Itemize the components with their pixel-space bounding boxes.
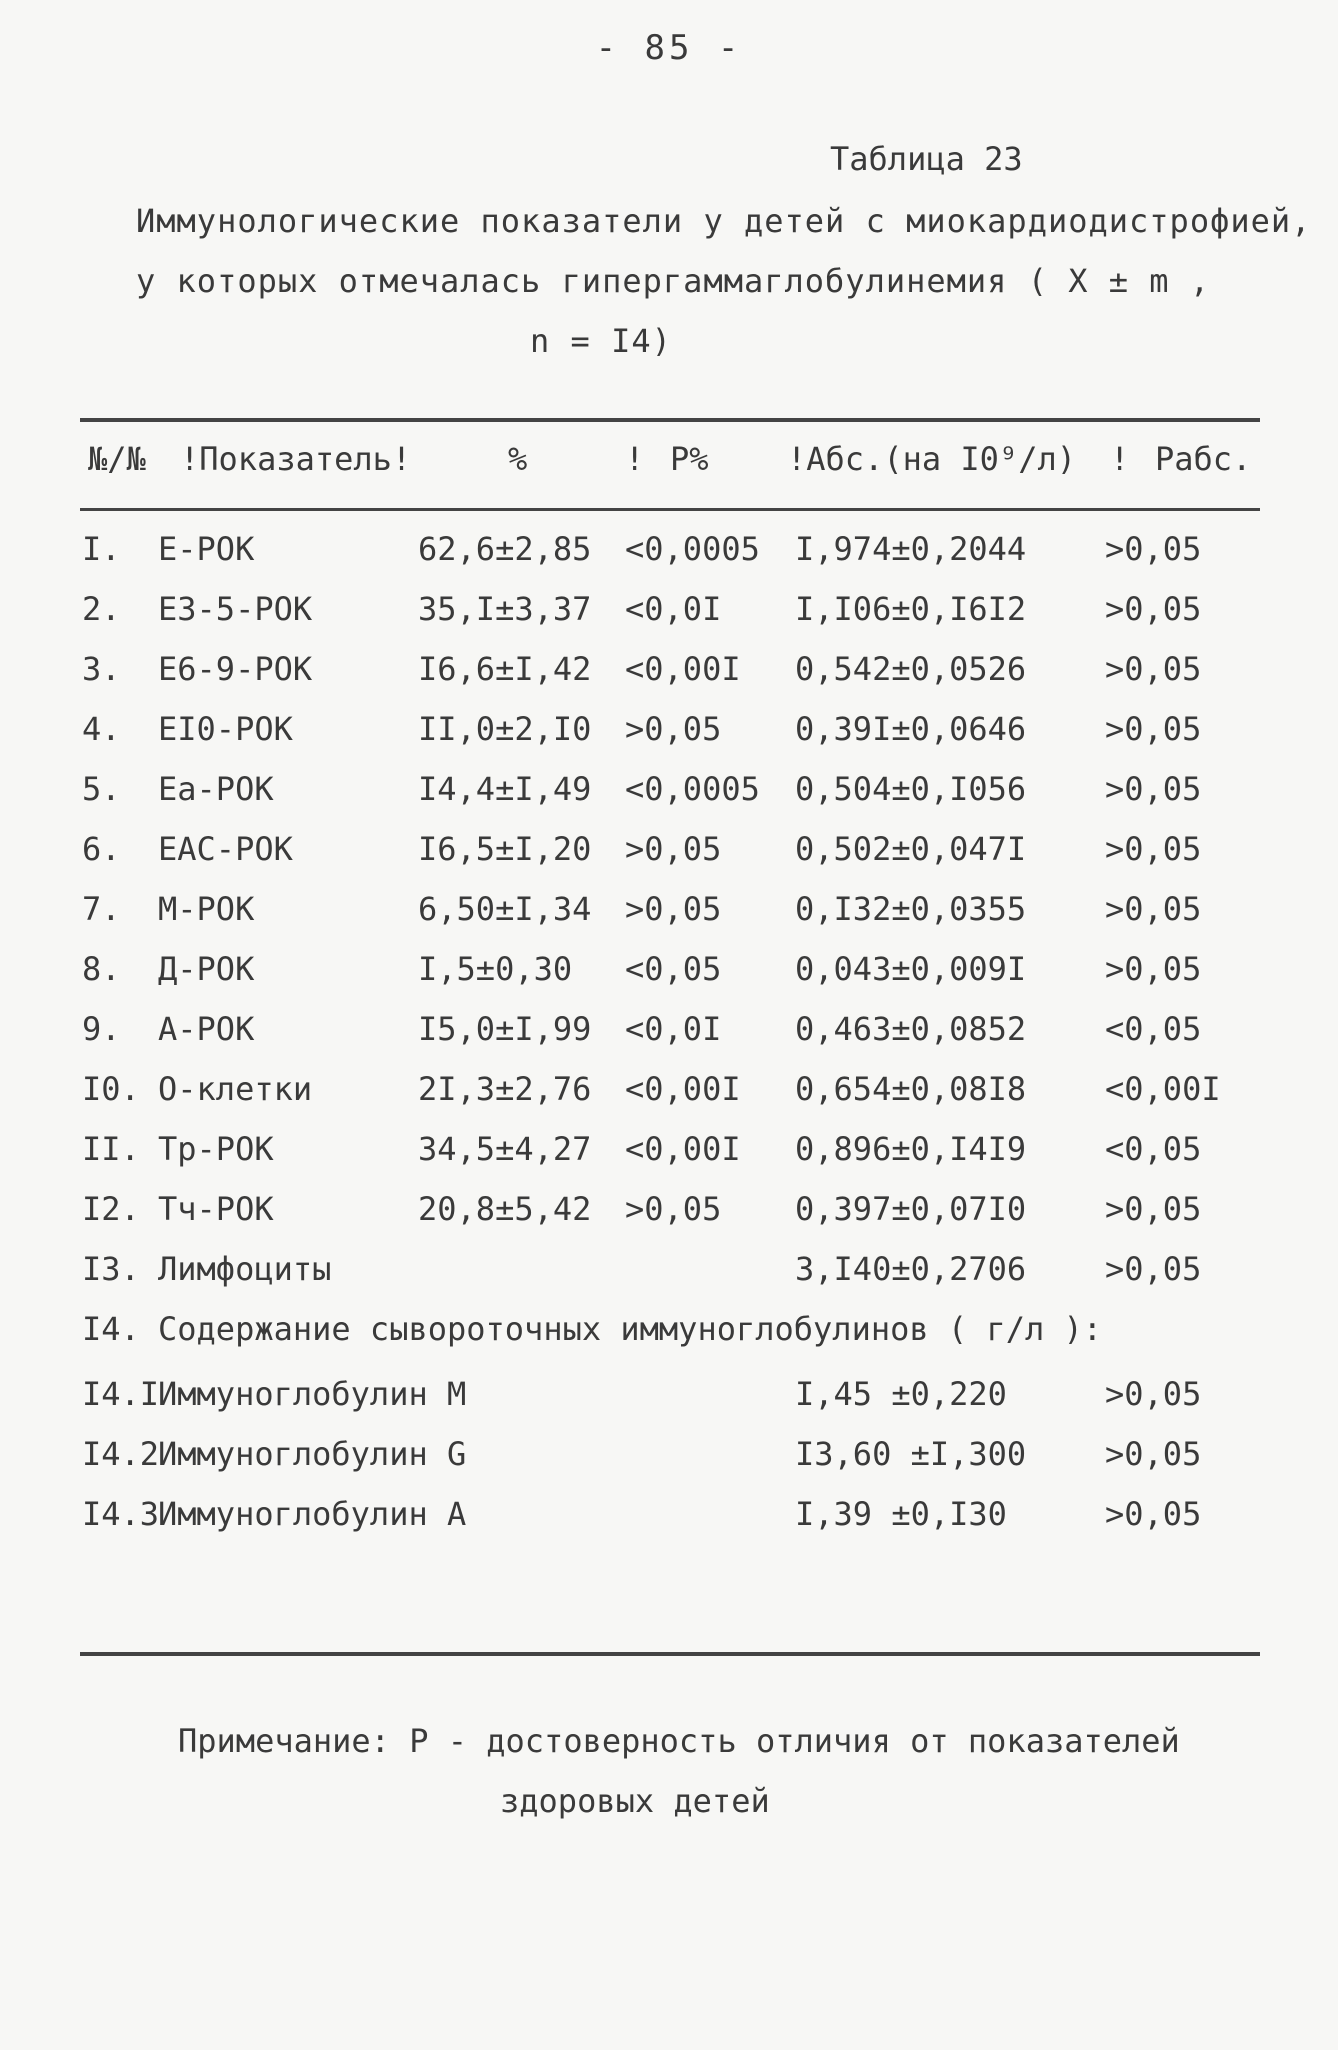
p-percent-value: <0,05 xyxy=(625,950,722,988)
indicator-name: ЕАС-РОК xyxy=(158,830,293,868)
header-number: №/№ xyxy=(88,440,146,478)
percent-value: 35,I±3,37 xyxy=(418,590,592,628)
table-row xyxy=(0,1070,1338,1120)
percent-value: I4,4±I,49 xyxy=(418,770,592,808)
table-label: Таблица 23 xyxy=(830,140,1023,178)
indicator-name: Иммуноглобулин G xyxy=(158,1435,467,1473)
table-row xyxy=(0,890,1338,940)
percent-value: 62,6±2,85 xyxy=(418,530,592,568)
header-p-percent: P% xyxy=(670,440,709,478)
row-number: I4.3 xyxy=(82,1495,160,1533)
header-indicator: !Показатель! xyxy=(180,440,412,478)
p-absolute-value: <0,05 xyxy=(1105,1130,1202,1168)
table-row xyxy=(0,830,1338,880)
table-row xyxy=(0,1010,1338,1060)
table-bottom-rule xyxy=(80,1652,1260,1656)
p-percent-value: <0,0005 xyxy=(625,530,760,568)
p-percent-value: <0,00I xyxy=(625,1070,741,1108)
header-absolute: !Абс.(на I0⁹/л) xyxy=(787,440,1076,478)
indicator-name: Д-РОК xyxy=(158,950,255,988)
indicator-name: Содержание сывороточных иммуноглобулинов ( г/л ): xyxy=(158,1310,1103,1348)
indicator-name: А-РОК xyxy=(158,1010,255,1048)
p-absolute-value: >0,05 xyxy=(1105,1190,1202,1228)
percent-value: I6,6±I,42 xyxy=(418,650,592,688)
percent-value: I,5±0,30 xyxy=(418,950,573,988)
absolute-value: 0,I32±0,0355 xyxy=(795,890,1027,928)
row-number: 4. xyxy=(82,710,121,748)
p-absolute-value: >0,05 xyxy=(1105,1375,1202,1413)
p-absolute-value: >0,05 xyxy=(1105,1495,1202,1533)
table-row xyxy=(0,1375,1338,1425)
absolute-value: I,I06±0,I6I2 xyxy=(795,590,1027,628)
p-percent-value: <0,0005 xyxy=(625,770,760,808)
p-percent-value: >0,05 xyxy=(625,890,722,928)
row-number: II. xyxy=(82,1130,140,1168)
p-percent-value: <0,0I xyxy=(625,1010,722,1048)
header-p-absolute: Pабс. xyxy=(1155,440,1252,478)
row-number: I4.I xyxy=(82,1375,160,1413)
percent-value: 34,5±4,27 xyxy=(418,1130,592,1168)
indicator-name: ЕI0-РОК xyxy=(158,710,293,748)
table-title-line-3: n = I4) xyxy=(530,322,672,360)
footnote-line-2: здоровых детей xyxy=(500,1782,770,1820)
p-percent-value: <0,00I xyxy=(625,1130,741,1168)
absolute-value: I3,60 ±I,300 xyxy=(795,1435,1027,1473)
p-absolute-value: >0,05 xyxy=(1105,890,1202,928)
table-row xyxy=(0,710,1338,760)
header-separator: ! xyxy=(625,440,645,478)
indicator-name: Иммуноглобулин А xyxy=(158,1495,467,1533)
absolute-value: 0,397±0,07I0 xyxy=(795,1190,1027,1228)
absolute-value: I,45 ±0,220 xyxy=(795,1375,1007,1413)
table-header-rule xyxy=(80,508,1260,511)
p-absolute-value: <0,05 xyxy=(1105,1010,1202,1048)
table-row xyxy=(0,1310,1338,1360)
footnote-line-1: Примечание: Р - достоверность отличия от показателей xyxy=(178,1722,1180,1760)
indicator-name: Еа-РОК xyxy=(158,770,274,808)
p-percent-value: >0,05 xyxy=(625,1190,722,1228)
percent-value: 6,50±I,34 xyxy=(418,890,592,928)
absolute-value: 0,542±0,0526 xyxy=(795,650,1027,688)
header-separator: ! xyxy=(1110,440,1130,478)
p-percent-value: >0,05 xyxy=(625,830,722,868)
indicator-name: Тр-РОК xyxy=(158,1130,274,1168)
table-row xyxy=(0,1435,1338,1485)
indicator-name: Лимфоциты xyxy=(158,1250,332,1288)
indicator-name: Е3-5-РОК xyxy=(158,590,313,628)
indicator-name: Тч-РОК xyxy=(158,1190,274,1228)
table-row xyxy=(0,950,1338,1000)
absolute-value: 0,896±0,I4I9 xyxy=(795,1130,1027,1168)
row-number: 9. xyxy=(82,1010,121,1048)
row-number: I. xyxy=(82,530,121,568)
p-absolute-value: <0,00I xyxy=(1105,1070,1221,1108)
absolute-value: I,39 ±0,I30 xyxy=(795,1495,1007,1533)
row-number: I0. xyxy=(82,1070,140,1108)
absolute-value: I,974±0,2044 xyxy=(795,530,1027,568)
table-row xyxy=(0,1250,1338,1300)
absolute-value: 0,504±0,I056 xyxy=(795,770,1027,808)
p-absolute-value: >0,05 xyxy=(1105,710,1202,748)
indicator-name: Е-РОК xyxy=(158,530,255,568)
p-absolute-value: >0,05 xyxy=(1105,950,1202,988)
table-row xyxy=(0,590,1338,640)
p-absolute-value: >0,05 xyxy=(1105,530,1202,568)
indicator-name: Иммуноглобулин М xyxy=(158,1375,467,1413)
row-number: 7. xyxy=(82,890,121,928)
p-percent-value: >0,05 xyxy=(625,710,722,748)
table-top-rule xyxy=(80,418,1260,422)
row-number: 5. xyxy=(82,770,121,808)
p-absolute-value: >0,05 xyxy=(1105,1435,1202,1473)
absolute-value: 0,463±0,0852 xyxy=(795,1010,1027,1048)
p-absolute-value: >0,05 xyxy=(1105,650,1202,688)
header-percent: % xyxy=(508,440,528,478)
absolute-value: 0,654±0,08I8 xyxy=(795,1070,1027,1108)
row-number: 2. xyxy=(82,590,121,628)
row-number: I4. xyxy=(82,1310,140,1348)
row-number: I3. xyxy=(82,1250,140,1288)
percent-value: I5,0±I,99 xyxy=(418,1010,592,1048)
table-row xyxy=(0,1495,1338,1545)
absolute-value: 3,I40±0,2706 xyxy=(795,1250,1027,1288)
table-row xyxy=(0,530,1338,580)
table-row xyxy=(0,1130,1338,1180)
p-absolute-value: >0,05 xyxy=(1105,830,1202,868)
percent-value: 20,8±5,42 xyxy=(418,1190,592,1228)
p-absolute-value: >0,05 xyxy=(1105,1250,1202,1288)
indicator-name: О-клетки xyxy=(158,1070,313,1108)
row-number: I2. xyxy=(82,1190,140,1228)
indicator-name: Е6-9-РОК xyxy=(158,650,313,688)
absolute-value: 0,39I±0,0646 xyxy=(795,710,1027,748)
p-absolute-value: >0,05 xyxy=(1105,770,1202,808)
percent-value: II,0±2,I0 xyxy=(418,710,592,748)
page-number: - 85 - xyxy=(595,28,743,68)
row-number: I4.2 xyxy=(82,1435,160,1473)
percent-value: I6,5±I,20 xyxy=(418,830,592,868)
absolute-value: 0,502±0,047I xyxy=(795,830,1027,868)
table-row xyxy=(0,1190,1338,1240)
absolute-value: 0,043±0,009I xyxy=(795,950,1027,988)
indicator-name: М-РОК xyxy=(158,890,255,928)
p-absolute-value: >0,05 xyxy=(1105,590,1202,628)
row-number: 3. xyxy=(82,650,121,688)
p-percent-value: <0,0I xyxy=(625,590,722,628)
table-header xyxy=(0,440,1338,490)
p-percent-value: <0,00I xyxy=(625,650,741,688)
table-row xyxy=(0,770,1338,820)
table-title-line-2: у которых отмечалась гипергаммаглобулинемия ( X ± m , xyxy=(136,262,1211,300)
table-row xyxy=(0,650,1338,700)
percent-value: 2I,3±2,76 xyxy=(418,1070,592,1108)
row-number: 6. xyxy=(82,830,121,868)
row-number: 8. xyxy=(82,950,121,988)
table-title-line-1: Иммунологические показатели у детей с миокардиодистрофией, xyxy=(136,202,1312,240)
